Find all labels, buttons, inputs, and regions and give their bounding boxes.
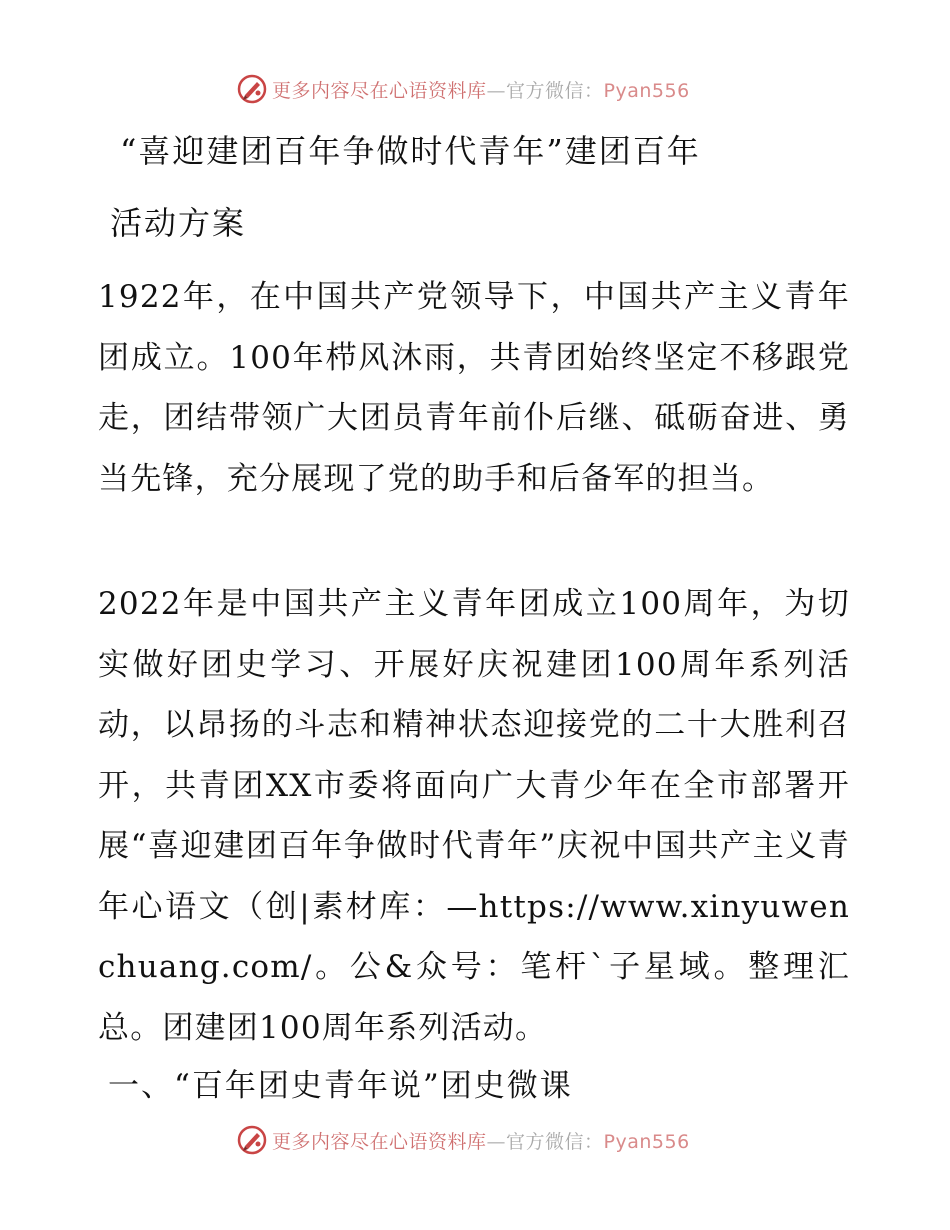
body-paragraph-2: 2022年是中国共产主义青年团成立100周年，为切实做好团史学习、开展好庆祝建团100周年系列活动，以昂扬的斗志和精神状态迎接党的二十大胜利召开，共青团XX市委将面向广大青少年在全市部署开展“喜迎建团百年争做时代青年”庆祝中国共产主义青年心语文（创|素材库：—https://www.xinyuwenchuang.com/。公&众号：笔杆`子星域。整理汇总。团建团100周年系列活动。 bbox=[98, 586, 850, 1046]
document-title-line-2: 活动方案 bbox=[110, 204, 247, 242]
banner-main-text: 更多内容尽在心语资料库 bbox=[272, 79, 487, 102]
banner-separator: — bbox=[486, 79, 507, 102]
section-heading-1: 一、“百年团史青年说”团史微课 bbox=[108, 1068, 573, 1104]
document-title-line-1: “喜迎建团百年争做时代青年”建团百年 bbox=[120, 132, 701, 170]
banner-wechat-id: Pyan556 bbox=[603, 79, 690, 102]
banner-label: 官方微信： bbox=[506, 1130, 604, 1153]
pen-logo-icon bbox=[236, 1124, 268, 1156]
pen-logo-icon bbox=[236, 73, 268, 105]
footer-watermark-banner bbox=[236, 1124, 690, 1156]
banner-label: 官方微信： bbox=[506, 79, 604, 102]
banner-main-text: 更多内容尽在心语资料库 bbox=[272, 1130, 487, 1153]
banner-text bbox=[272, 1127, 690, 1154]
banner-text bbox=[272, 76, 690, 103]
banner-wechat-id: Pyan556 bbox=[603, 1130, 690, 1153]
header-watermark-banner bbox=[236, 73, 690, 105]
body-paragraph-1: 1922年，在中国共产党领导下，中国共产主义青年团成立。100年栉风沐雨，共青团始终坚定不移跟党走，团结带领广大团员青年前仆后继、砥砺奋进、勇当先锋，充分展现了党的助手和后备军的担当。 bbox=[98, 279, 850, 497]
banner-separator: — bbox=[486, 1130, 507, 1153]
